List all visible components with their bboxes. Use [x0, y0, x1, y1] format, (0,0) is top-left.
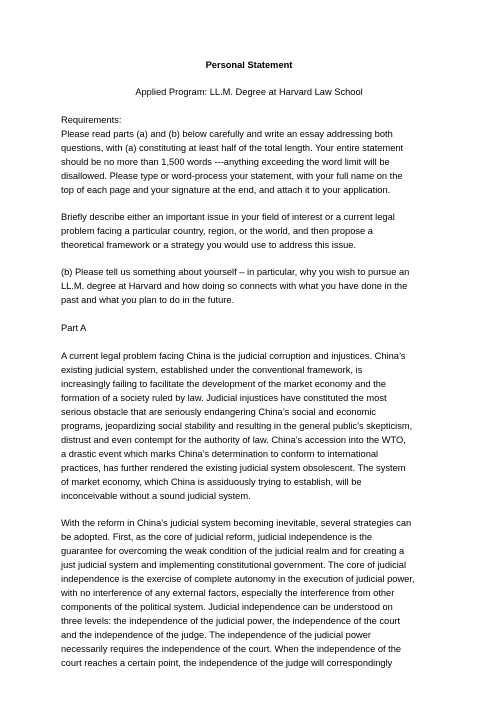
essay-paragraph-2: With the reform in China’s judicial system becoming inevitable, several strategies can be adopted. First, as the core of judicial reform, judicial independence is the guarantee for overcoming the weak condition of the judicial realm and for creating a just judicial system and implementing constitutional government. The core of judicial independence is the exercise of complete autonomy in the execution of judicial power, with no interference of any external factors, especially the interference from other components of the political system. Judicial independence can be understood on three levels: the independence of the judicial power, the independence of the court and the independence of the judge. The independence of the judicial power necessarily requires the independence of the court. When the independence of the court reaches a certain point, the independence of the judge will correspondingly: [61, 518, 415, 668]
document-title: Personal Statement: [205, 60, 293, 70]
document-body: [61, 58, 437, 670]
applied-program-line: Applied Program: LL.M. Degree at Harvard Law School: [135, 87, 363, 97]
requirements-heading: Requirements:: [61, 115, 122, 125]
essay-paragraph-1: A current legal problem facing China is the judicial corruption and injustices. China’s existing judicial system, established under the conventional framework, is increasingly failing to facilitate the development of the market economy and the formation of a society ruled by law. Judicial injustices have constituted the most serious obstacle that are seriously endangering China’s social and economic programs, jeopardizing social stability and resulting in the general public’s skepticism, distrust and even contempt for the authority of law. China’s accession into the WTO, a drastic event which marks China’s determination to conform to international practices, has further rendered the existing judicial system obsolescent. The system of market economy, which China is assiduously trying to establish, will be inconceivable without a sound judicial system.: [61, 351, 413, 501]
section-heading-part-a: Part A: [61, 323, 87, 333]
part-b-prompt-paragraph: (b) Please tell us something about yourself – in particular, why you wish to pursue an LL.M. degree at Harvard and how doing so connects with what you have done in the past and what you plan to do in the future.: [61, 267, 410, 305]
requirements-paragraph: Please read parts (a) and (b) below carefully and write an essay addressing both questions, with (a) constituting at least half of the total length. Your entire statement should be no more than 1,500 words ---anything exceeding the word limit will be disallowed. Please type or word-process your statement, with your full name on the top of each page and your signature at the end, and attach it to your application.: [61, 129, 404, 195]
part-a-prompt-paragraph: Briefly describe either an important issue in your field of interest or a current legal problem facing a particular country, region, or the world, and then propose a theoretical framework or a strategy you would use to address this issue.: [61, 212, 395, 250]
